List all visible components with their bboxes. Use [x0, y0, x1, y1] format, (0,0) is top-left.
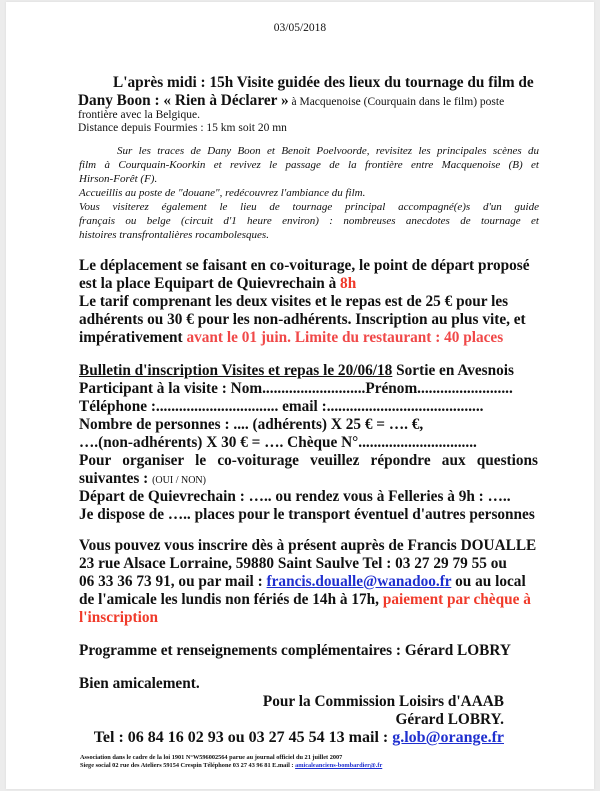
departure-time: 8h — [340, 275, 357, 292]
registration-line-1: Vous pouvez vous inscrire dès à présent auprès de Francis DOUALLE — [79, 537, 537, 554]
registration-local: ou au local — [451, 573, 526, 590]
registration-hours: de l'amicale les lundis non fériés de 14h à 17h, — [79, 591, 383, 608]
footer-line-1: Association dans le cadre de la loi 1901 N°W596002564 parue au journal officiel du 21 juillet 2007 — [80, 754, 343, 761]
description-line-1: Sur les traces de Dany Boon et Benoit Poelvoorde, revisitez les principales scènes du — [117, 145, 539, 157]
closing: Bien amicalement. — [79, 675, 200, 692]
location-text: à Macquenoise (Courquain dans le film) poste — [288, 96, 505, 108]
registration-line-4 — [79, 591, 531, 609]
member-count-field: Nombre de personnes : .... (adhérents) X 25 € = …. €, — [79, 416, 424, 433]
carpool-question-line-1: Pour organiser le co-voiturage veuillez répondre aux questions — [79, 452, 538, 469]
logistics-line-2 — [79, 275, 356, 293]
form-heading-underlined: Bulletin d'inscription Visites et repas le 20/06/18 — [79, 362, 393, 379]
film-title: Dany Boon : « Rien à Déclarer » — [78, 92, 289, 109]
footer-line-2 — [80, 762, 382, 769]
logistics-line-1: Le déplacement se faisant en co-voiturage, le point de départ proposé — [79, 257, 530, 274]
deadline-notice: avant le 01 juin. Limite du restaurant : 40 places — [186, 329, 504, 346]
signature-phone: Tel : 06 84 16 02 93 ou 03 27 45 54 13 mail : — [93, 729, 393, 746]
title-line-3: frontière avec la Belgique. — [78, 109, 200, 121]
nonmember-count-field: ….(non-adhérents) X 30 € = …. Chèque N°............................... — [79, 434, 477, 451]
description-line-6: français ou belge (circuit d'1 heure environ) : nombreuses anecdotes de tournage et — [79, 215, 539, 227]
francis-email-link[interactable]: francis.doualle@wanadoo.fr — [266, 573, 452, 590]
departure-point-text: est la place Equipart de Quievrechain à — [79, 275, 341, 292]
logistics-line-4: adhérents ou 30 € pour les non-adhérents. Inscription au plus vite, et — [79, 311, 526, 328]
description-line-7: histoires transfrontalières rocambolesques. — [79, 229, 269, 241]
form-heading-rest: Sortie en Avesnois — [392, 362, 514, 379]
carpool-question-text: suivantes : — [79, 470, 153, 487]
footer-email-link[interactable]: amicaleanciens-bombardier@.fr — [295, 762, 383, 769]
description-line-2: film à Courquain-Koorkin et revivez le passage de la frontière entre Macquenoise (B) et — [79, 159, 539, 171]
signature-line-1: Pour la Commission Loisirs d'AAAB — [262, 693, 504, 710]
document-date: 03/05/2018 — [273, 22, 327, 34]
document-page — [6, 2, 594, 789]
deadline-prefix: impérativement — [79, 329, 187, 346]
carpool-question-line-2 — [79, 470, 206, 488]
title-line-2 — [78, 92, 504, 110]
participant-field: Participant à la visite : Nom...........................Prénom......................... — [79, 380, 513, 397]
description-line-4: Accueillis au poste de "douane", redécouvrez l'ambiance du film. — [79, 187, 366, 199]
title-line-1: L'après midi : 15h Visite guidée des lieux du tournage du film de — [113, 74, 534, 91]
registration-line-2: 23 rue Alsace Lorraine, 59880 Saint Saulve Tel : 03 27 29 79 55 ou — [79, 555, 507, 572]
description-line-5: Vous visiterez également le lieu de tournage principal accompagné(e)s d'un guide — [79, 201, 539, 213]
departure-field: Départ de Quievrechain : ….. ou rendez vous à Felleries à 9h : ….. — [79, 488, 511, 505]
logistics-line-3: Le tarif comprenant les deux visites et le repas est de 25 € pour les — [79, 293, 509, 310]
registration-phone: 06 33 36 73 91, ou par mail : — [79, 573, 267, 590]
payment-notice-cont: l'inscription — [79, 609, 159, 626]
seats-field: Je dispose de ….. places pour le transport éventuel d'autres personnes — [79, 506, 535, 523]
logistics-line-5 — [79, 329, 503, 347]
description-line-3: Hirson-Forêt (F). — [79, 173, 158, 185]
payment-notice: paiement par chèque à — [382, 591, 531, 608]
signature-contact — [94, 729, 504, 747]
signature-line-2: Gérard LOBRY. — [395, 711, 504, 728]
footer-address: Siege social 02 rue des Ateliers 59154 Crespin Téléphone 03 27 43 96 81 E.mail : — [80, 762, 296, 769]
distance-text: Distance depuis Fourmies : 15 km soit 20 mn — [78, 122, 287, 134]
yes-no-options: (OUI / NON) — [152, 475, 206, 486]
registration-line-3 — [79, 573, 526, 591]
info-contact: Programme et renseignements complémentaires : Gérard LOBRY — [79, 642, 511, 659]
lobry-email-link[interactable]: g.lob@orange.fr — [392, 729, 504, 746]
form-heading — [79, 362, 514, 380]
phone-email-field: Téléphone :................................ email :......................................... — [79, 398, 484, 415]
